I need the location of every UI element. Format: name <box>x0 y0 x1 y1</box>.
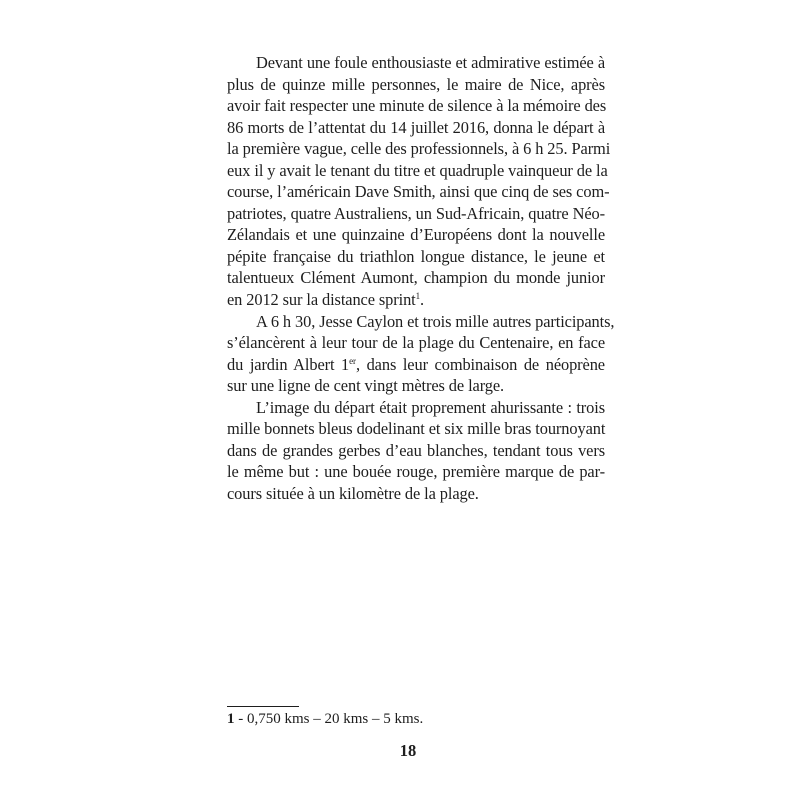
text-line: avoir fait respecter une minute de silence à la mémoire des <box>227 96 607 116</box>
text-line: eux il y avait le tenant du titre et quadruple vainqueur de la <box>227 160 608 180</box>
text-line: dans de grandes gerbes d’eau blanches, tendant tous vers <box>227 440 605 460</box>
text-line: cours située à un kilomètre de la plage. <box>227 483 479 503</box>
text-line: course, l’américain Dave Smith, ainsi que cinq de ses com- <box>227 182 610 202</box>
text-line: patriotes, quatre Australiens, un Sud-Africain, quatre Néo- <box>227 203 605 223</box>
footnote-separator <box>227 706 299 707</box>
ordinal-superscript: er <box>349 355 356 366</box>
text-line: s’élancèrent à leur tour de la plage du Centenaire, en face <box>227 333 605 353</box>
text-line-content: , dans leur combinaison de néoprène <box>355 354 605 374</box>
footnote-number: 1 <box>227 711 235 727</box>
text-line: sur une ligne de cent vingt mètres de large. <box>227 376 505 396</box>
text-line <box>227 354 605 376</box>
text-line: Devant une foule enthousiaste et admirative estimée à <box>256 53 605 72</box>
text-line: A 6 h 30, Jesse Caylon et trois mille autres participants, <box>256 311 615 331</box>
text-line: 86 morts de l’attentat du 14 juillet 2016, donna le départ à <box>227 117 605 137</box>
paragraph-3 <box>227 397 605 505</box>
text-line: plus de quinze mille personnes, le maire de Nice, après <box>227 74 605 94</box>
body-text <box>227 52 615 504</box>
text-line: talentueux Clément Aumont, champion du monde junior <box>227 268 605 288</box>
text-line-content: en 2012 sur la distance sprint <box>227 290 416 310</box>
paragraph-1 <box>227 52 611 311</box>
text-line: Zélandais et une quinzaine d’Européens dont la nouvelle <box>227 225 605 245</box>
text-line: le même but : une bouée rouge, première marque de par- <box>227 462 605 482</box>
text-line: L’image du départ était proprement ahurissante : trois <box>256 397 605 417</box>
text-line: mille bonnets bleus dodelinant et six mille bras tournoyant <box>227 419 606 439</box>
page-number: 18 <box>399 741 417 760</box>
text-line: pépite française du triathlon longue distance, le jeune et <box>227 246 605 266</box>
footnote-reference[interactable]: 1 <box>415 291 421 302</box>
text-line-content: du jardin Albert 1 <box>227 354 350 374</box>
footnote-text: - 0,750 kms – 20 kms – 5 kms. <box>234 711 424 727</box>
text-line: la première vague, celle des professionnels, à 6 h 25. Parmi <box>227 139 611 159</box>
paragraph-2 <box>227 311 615 397</box>
text-line: en 2012 sur la distance sprint$^1$. <box>227 290 425 310</box>
footnote <box>227 709 423 729</box>
